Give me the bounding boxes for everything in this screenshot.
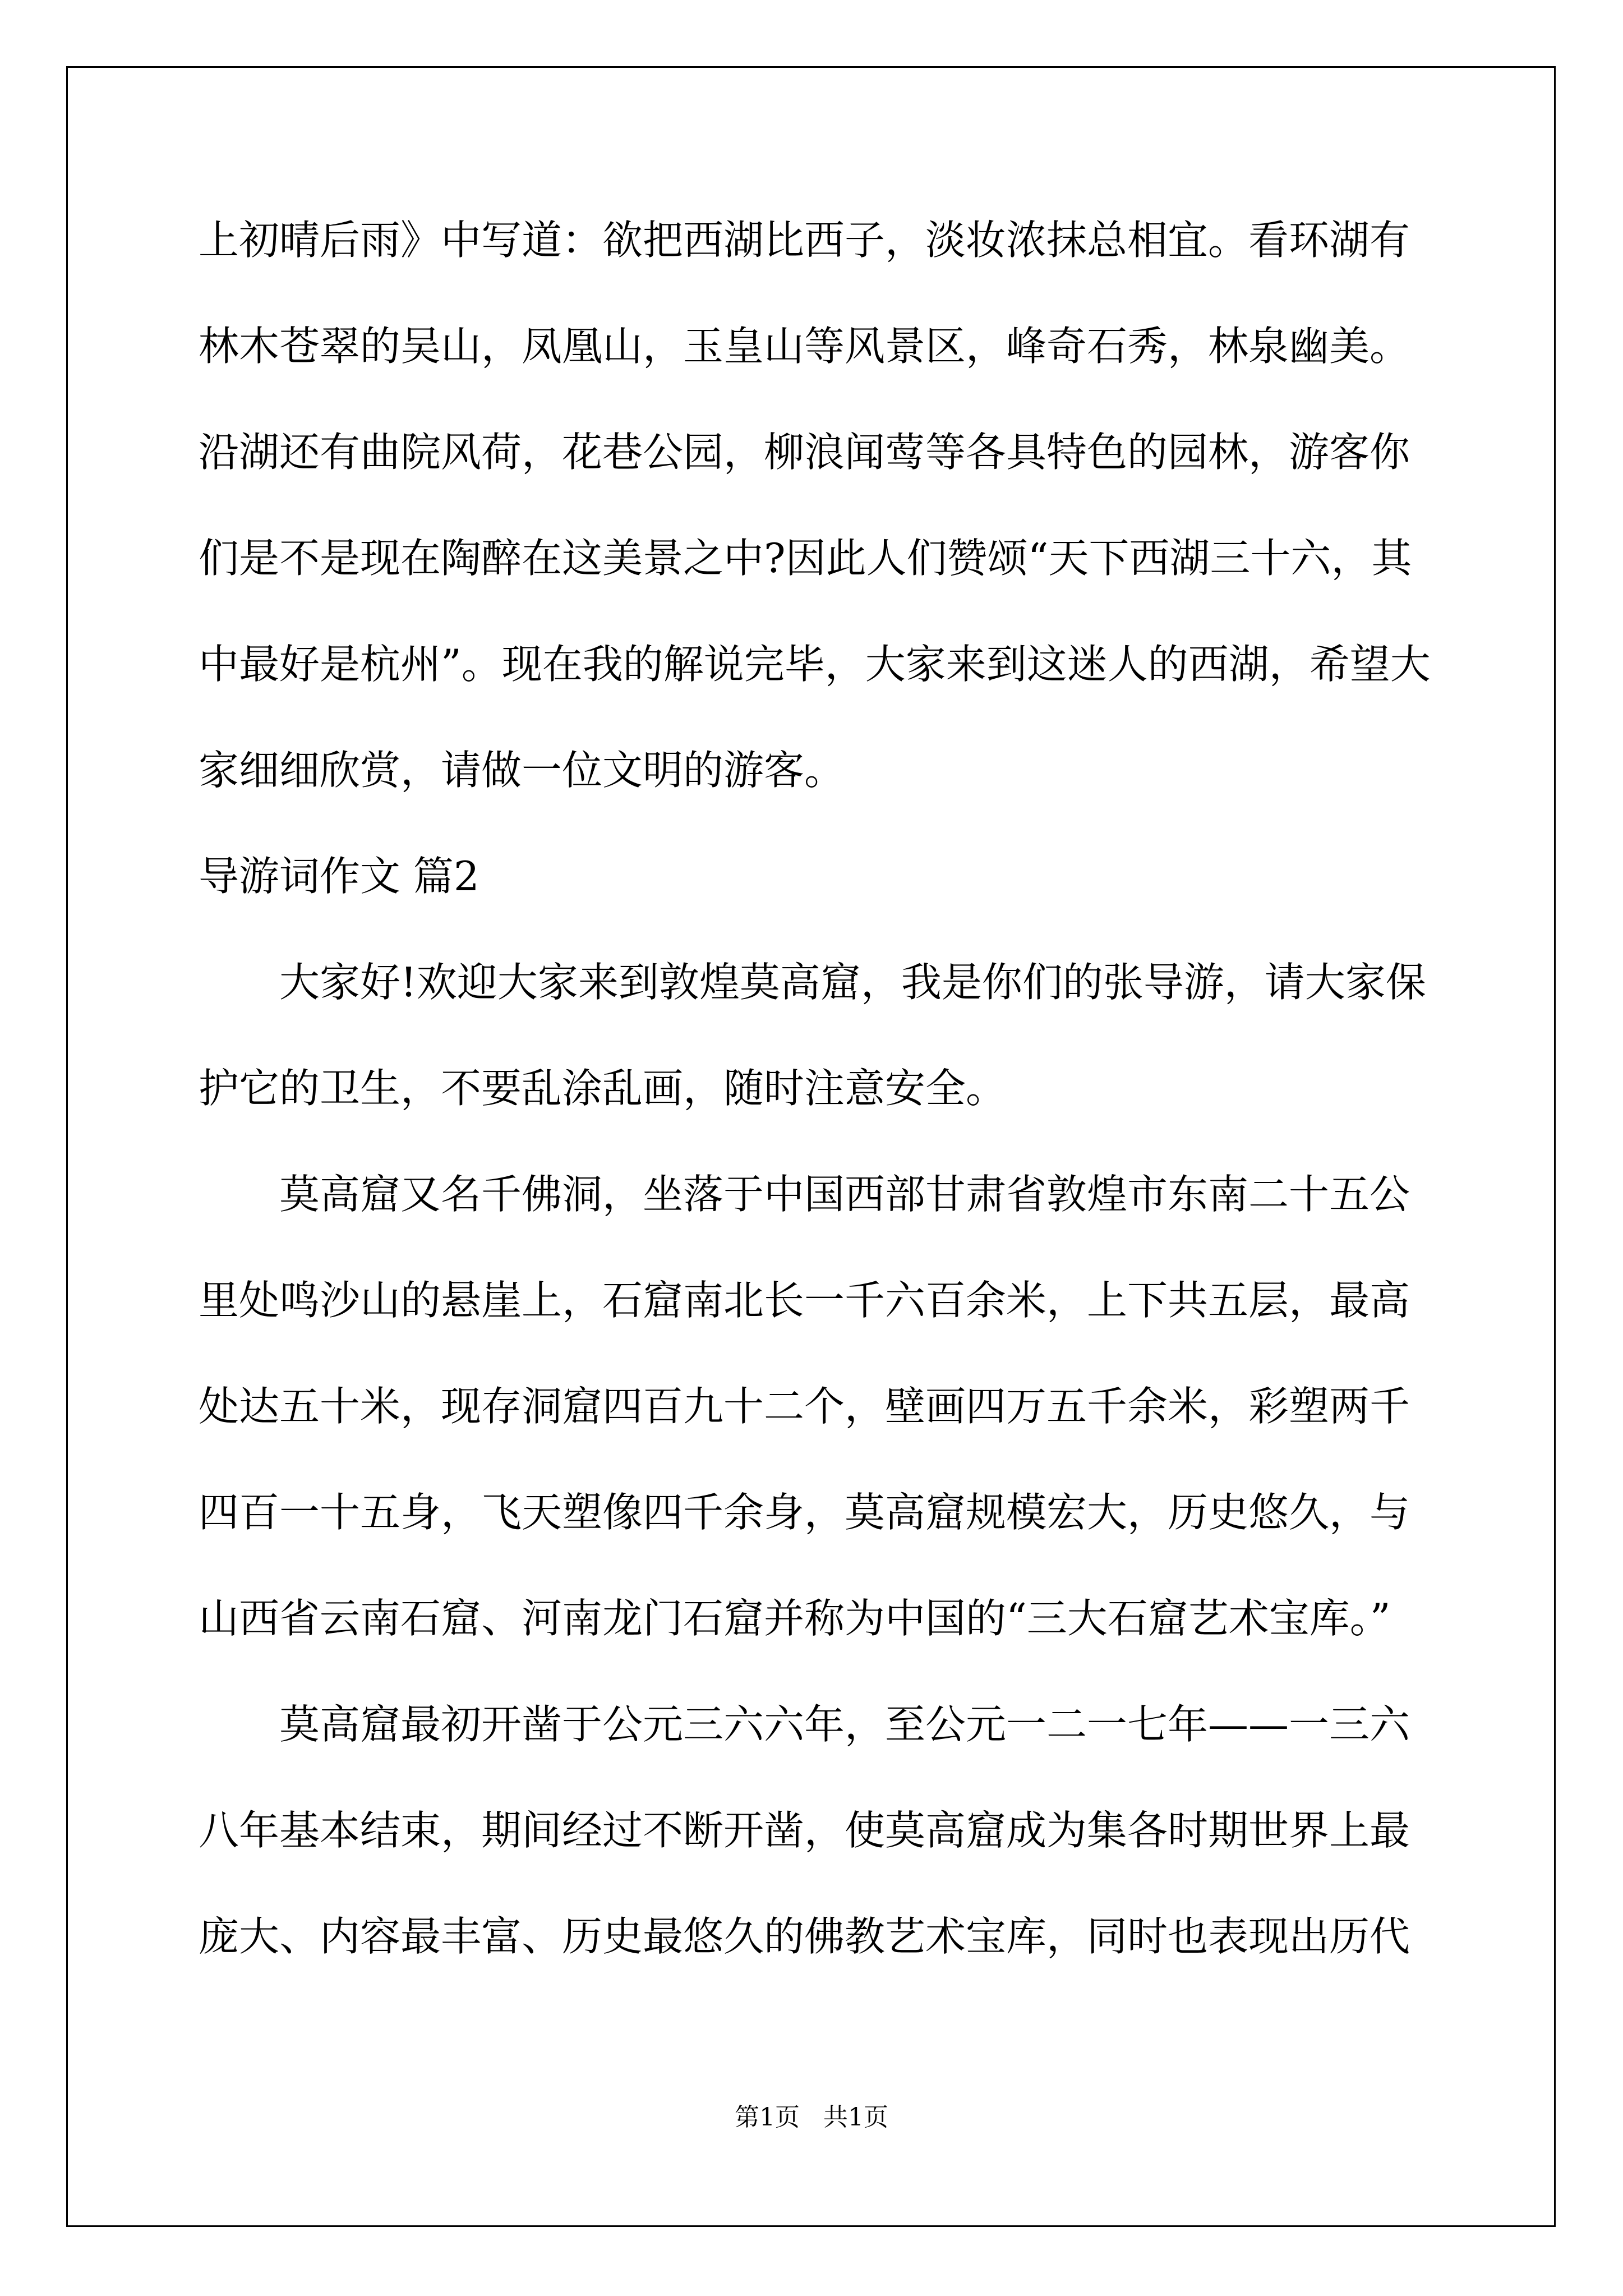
paragraph-line: 八年基本结束，期间经过不断开凿，使莫高窟成为集各时期世界上最 [199,1807,1410,1854]
paragraph-line: 里处鸣沙山的悬崖上，石窟南北长一千六百余米，上下共五层，最高 [199,1277,1410,1324]
paragraph-line: 林木苍翠的吴山，凤凰山，玉皇山等风景区，峰奇石秀，林泉幽美。 [199,323,1410,370]
paragraph-line: 大家好!欢迎大家来到敦煌莫高窟，我是你们的张导游，请大家保 [279,959,1426,1006]
paragraph-line: 护它的卫生，不要乱涂乱画，随时注意安全。 [199,1065,1007,1112]
paragraph-line: 山西省云南石窟、河南龙门石窟并称为中国的“三大石窟艺术宝库。” [199,1595,1391,1642]
page-footer: 第1页 共1页 [735,2103,888,2132]
paragraph-line: 莫高窟最初开凿于公元三六六年，至公元一二一七年——一三六 [279,1701,1410,1748]
paragraph-line: 家细细欣赏，请做一位文明的游客。 [199,747,845,794]
paragraph-line: 上初晴后雨》中写道：欲把西湖比西子，淡妆浓抹总相宜。看环湖有 [199,217,1410,264]
paragraph-line: 沿湖还有曲院风荷，花巷公园，柳浪闻莺等各具特色的园林，游客你 [199,429,1410,476]
paragraph-line: 四百一十五身，飞天塑像四千余身，莫高窟规模宏大，历史悠久，与 [199,1489,1410,1536]
page-border [66,66,1556,2227]
paragraph-line: 中最好是杭州”。现在我的解说完毕，大家来到这迷人的西湖，希望大 [199,641,1431,688]
section-heading: 导游词作文 篇2 [199,853,479,900]
paragraph-line: 莫高窟又名千佛洞，坐落于中国西部甘肃省敦煌市东南二十五公 [279,1171,1410,1218]
paragraph-line: 处达五十米，现存洞窟四百九十二个，壁画四万五千余米，彩塑两千 [199,1383,1410,1430]
paragraph-line: 们是不是现在陶醉在这美景之中?因此人们赞颂“天下西湖三十六，其 [199,535,1412,582]
paragraph-line: 庞大、内容最丰富、历史最悠久的佛教艺术宝库，同时也表现出历代 [199,1913,1410,1960]
